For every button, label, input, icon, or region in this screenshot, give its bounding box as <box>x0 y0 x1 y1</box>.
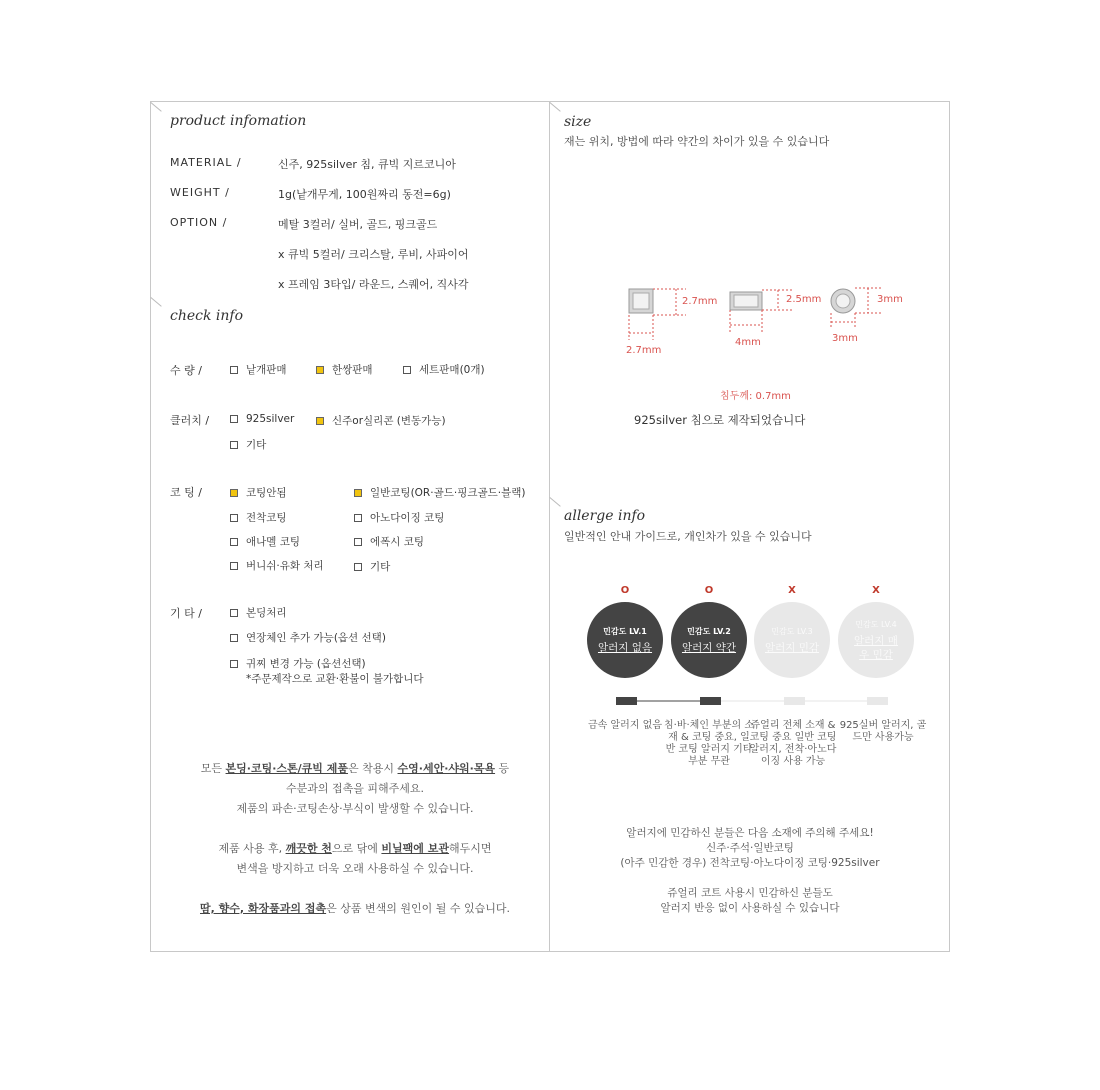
care-note-line3: 제품의 파손·코팅손상·부식이 발생할 수 있습니다. <box>236 802 474 815</box>
option-value-cubic: x 큐빅 5컬러/ 크리스탈, 루비, 사파이어 <box>278 248 469 261</box>
option-brass-silicone[interactable]: 신주or실리콘 (변동가능) <box>316 413 446 428</box>
allergy-level-1: 민감도 LV.1 알러지 없음 <box>587 602 663 678</box>
checkbox-icon <box>230 538 238 546</box>
square-height-label: 2.7mm <box>682 296 718 307</box>
material-value: 신주, 925silver 침, 큐빅 지르코니아 <box>278 158 456 171</box>
rectangle-height-label: 2.5mm <box>786 294 822 305</box>
option-bonding[interactable]: 본딩처리 <box>230 605 287 620</box>
checkbox-icon <box>354 514 362 522</box>
checkbox-icon <box>230 441 238 449</box>
pin-material-note: 925silver 침으로 제작되었습니다 <box>634 413 806 427</box>
checkbox-icon <box>354 563 362 571</box>
allergy-desc-lv3: 쥬얼리 전체 소재 & 코팅 중요 일반 코팅 알러지, 전착·아노다이징 사용 가능 <box>749 720 837 767</box>
checkbox-icon <box>230 415 238 423</box>
etc-label: 기 타 / <box>170 607 202 620</box>
allergy-subtitle: 일반적인 안내 가이드로, 개인차가 있을 수 있습니다 <box>564 530 812 543</box>
allergy-level-3: 민감도 LV.3 알러지 민감 <box>754 602 830 678</box>
custom-order-notice: *주문제작으로 교환·환불이 불가합니다 <box>246 673 424 685</box>
care-note-line4: 제품 사용 후, 깨끗한 천으로 닦에 비닐팩에 보관해두시면 <box>218 842 492 855</box>
checkbox-icon <box>403 366 411 374</box>
column-divider <box>549 101 550 951</box>
option-no-coating[interactable]: 코팅안됨 <box>230 485 287 500</box>
care-note-line2: 수분과의 접촉을 피해주세요. <box>285 782 424 795</box>
allergy-level-4: 민감도 LV.4 알러지 매우 민감 <box>838 602 914 678</box>
checkbox-icon <box>230 660 238 668</box>
option-pair[interactable]: 한쌍판매 <box>316 362 373 377</box>
option-ear-clip[interactable]: 귀찌 변경 가능 (옵션선택) <box>230 656 366 671</box>
rectangle-earring-icon <box>730 292 762 310</box>
allergy-scale <box>610 694 900 708</box>
checkbox-icon <box>230 609 238 617</box>
coating-label: 코 팅 / <box>170 486 202 499</box>
round-width-label: 3mm <box>832 333 858 344</box>
option-value-metal: 메탈 3컬러/ 실버, 골드, 핑크골드 <box>278 218 438 231</box>
quantity-label: 수 량 / <box>170 364 202 377</box>
allergy-mark-lv1: O <box>620 585 630 596</box>
allergy-footer-l3: (아주 민감한 경우) 전착코팅·아노다이징 코팅·925silver <box>620 857 880 869</box>
care-note-line5: 변색을 방지하고 더욱 오래 사용하실 수 있습니다. <box>236 862 474 875</box>
option-set[interactable]: 세트판매(0개) <box>403 362 485 377</box>
allergy-footer-l4: 쥬얼리 코트 사용시 민감하신 분들도 <box>667 887 833 899</box>
weight-label: WEIGHT / <box>170 186 230 199</box>
option-varnish[interactable]: 버니쉬·유화 처리 <box>230 558 324 573</box>
square-earring-icon <box>629 289 653 313</box>
allergy-desc-lv2: 침·바·체인 부분의 소재 & 코팅 중요, 일반 코팅 알러지 기타 부분 무관 <box>664 720 754 767</box>
option-electro-coating[interactable]: 전착코팅 <box>230 510 287 525</box>
weight-value: 1g(낱개무게, 100원짜리 동전=6g) <box>278 188 451 201</box>
checkbox-icon <box>230 562 238 570</box>
option-value-frame: x 프레임 3타입/ 라운드, 스퀘어, 직사각 <box>278 278 469 291</box>
size-subtitle: 재는 위치, 방법에 따라 약간의 차이가 있을 수 있습니다 <box>564 135 830 148</box>
checkbox-checked-icon <box>316 417 324 425</box>
care-note-line1: 모든 본딩·코팅·스톤/큐빅 제품은 착용시 수영·세안·샤워·목욕 등 <box>200 762 510 775</box>
care-note-line6: 땀, 향수, 화장품과의 접촉은 상품 변색의 원인이 될 수 있습니다. <box>200 902 510 915</box>
allergy-desc-lv4: 925실버 알러지, 골드만 사용가능 <box>839 720 927 743</box>
size-heading: size <box>564 114 592 130</box>
round-height-label: 3mm <box>877 294 903 305</box>
allergy-mark-lv2: O <box>704 585 714 596</box>
checkbox-checked-icon <box>230 489 238 497</box>
option-925silver[interactable]: 925silver <box>230 413 294 425</box>
allergy-footer-l5: 알러지 반응 없이 사용하실 수 있습니다 <box>660 902 840 914</box>
option-extension-chain[interactable]: 연장체인 추가 가능(옵션 선택) <box>230 630 386 645</box>
option-enamel-coating[interactable]: 애나멜 코팅 <box>230 534 300 549</box>
checkbox-checked-icon <box>354 489 362 497</box>
checkbox-icon <box>230 514 238 522</box>
rectangle-width-label: 4mm <box>735 337 761 348</box>
allergy-mark-lv4: X <box>872 585 880 596</box>
allergy-footer-l1: 알러지에 민감하신 분들은 다음 소재에 주의해 주세요! <box>626 827 874 839</box>
option-anodizing-coating[interactable]: 아노다이징 코팅 <box>354 510 444 525</box>
option-label: OPTION / <box>170 216 228 229</box>
allergy-level-2: 민감도 LV.2 알러지 약간 <box>671 602 747 678</box>
option-coating-etc[interactable]: 기타 <box>354 559 390 574</box>
allergy-mark-lv3: X <box>788 585 796 596</box>
checkbox-icon <box>230 634 238 642</box>
option-clutch-etc[interactable]: 기타 <box>230 437 266 452</box>
option-single[interactable]: 낱개판매 <box>230 362 287 377</box>
info-frame <box>150 101 950 952</box>
allergy-heading: allerge info <box>564 508 646 524</box>
size-diagram <box>620 280 920 360</box>
material-label: MATERIAL / <box>170 156 242 169</box>
option-general-coating[interactable]: 일반코팅(OR·골드·핑크골드·블랙) <box>354 485 525 500</box>
allergy-desc-lv1: 금속 알러지 없음 <box>588 720 662 731</box>
check-info-heading: check info <box>170 308 244 324</box>
checkbox-icon <box>230 366 238 374</box>
checkbox-icon <box>354 538 362 546</box>
allergy-footer-l2: 신주·주석·일반코팅 <box>706 842 794 854</box>
round-earring-icon <box>831 289 855 313</box>
pin-thickness: 침두께: 0.7mm <box>720 391 791 402</box>
option-epoxy-coating[interactable]: 에폭시 코팅 <box>354 534 424 549</box>
square-width-label: 2.7mm <box>626 345 662 356</box>
checkbox-checked-icon <box>316 366 324 374</box>
clutch-label: 클러치 / <box>170 414 210 427</box>
product-info-heading: product infomation <box>170 113 307 129</box>
